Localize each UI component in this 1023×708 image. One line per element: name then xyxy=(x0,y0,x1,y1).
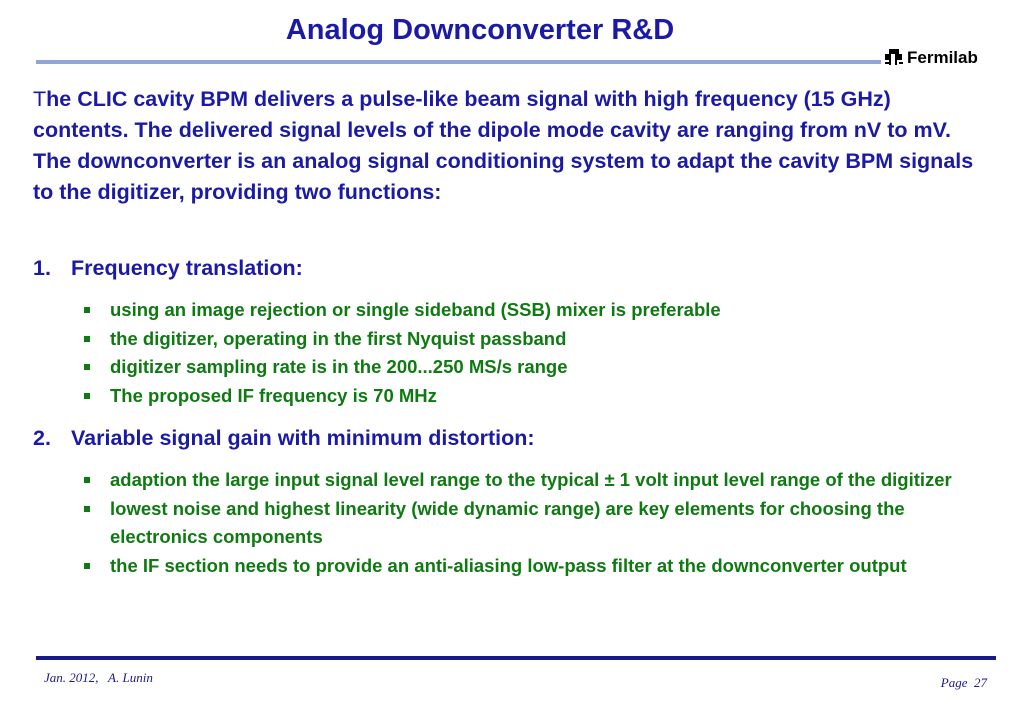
bullet-text: lowest noise and highest linearity (wide dynamic range) are key elements for choosing the electronics components xyxy=(110,497,905,547)
section-number: 2. xyxy=(33,426,51,450)
list-item xyxy=(82,495,982,552)
list-item xyxy=(82,552,982,581)
footer-date-author: Jan. 2012, A. Lunin xyxy=(44,670,153,685)
section-heading-variable-gain xyxy=(33,426,535,451)
list-item xyxy=(82,353,982,382)
square-bullet-icon xyxy=(84,364,90,370)
fermilab-logo xyxy=(884,48,978,68)
list-item xyxy=(82,466,982,495)
section-heading-text: Variable signal gain with minimum distortion: xyxy=(71,426,535,450)
bullet-list-frequency-translation xyxy=(82,296,982,410)
list-item xyxy=(82,325,982,354)
square-bullet-icon xyxy=(84,477,90,483)
bullet-text: the IF section needs to provide an anti-aliasing low-pass filter at the downconverter output xyxy=(110,554,907,576)
fermilab-logo-text: Fermilab xyxy=(907,48,978,67)
bullet-text: adaption the large input signal level range to the typical ± 1 volt input level range of the digitizer xyxy=(110,469,952,490)
square-bullet-icon xyxy=(84,506,90,512)
footer-rule xyxy=(36,656,996,660)
list-item xyxy=(82,382,982,411)
square-bullet-icon xyxy=(84,336,90,342)
square-bullet-icon xyxy=(84,393,90,399)
list-item xyxy=(82,296,982,325)
bullet-text: digitizer sampling rate is in the 200...250 MS/s range xyxy=(110,356,568,377)
bullet-list-variable-gain xyxy=(82,466,982,580)
intro-paragraph xyxy=(33,84,983,208)
section-heading-text: Frequency translation: xyxy=(71,256,303,280)
bullet-text: the digitizer, operating in the first Nyquist passband xyxy=(110,327,567,349)
intro-text: he CLIC cavity BPM delivers a pulse-like beam signal with high frequency (15 GHz) contents. The delivered signal levels of the dipole mode cavity are ranging from nV to mV. The downconverter is an analog signal conditioning system to adapt the cavity BPM signals to the digitizer, providing two functions: xyxy=(33,87,974,204)
section-heading-frequency-translation xyxy=(33,256,303,281)
page-number: Page 27 xyxy=(940,675,987,690)
section-number: 1. xyxy=(33,256,51,280)
slide-title: Analog Downconverter R&D xyxy=(285,14,675,46)
title-underline xyxy=(36,60,881,64)
square-bullet-icon xyxy=(84,307,90,313)
square-bullet-icon xyxy=(84,563,90,569)
bullet-text: using an image rejection or single sideband (SSB) mixer is preferable xyxy=(110,299,721,320)
fermilab-logo-icon xyxy=(884,48,904,68)
intro-first-letter: T xyxy=(33,87,47,111)
bullet-text: The proposed IF frequency is 70 MHz xyxy=(110,384,437,406)
